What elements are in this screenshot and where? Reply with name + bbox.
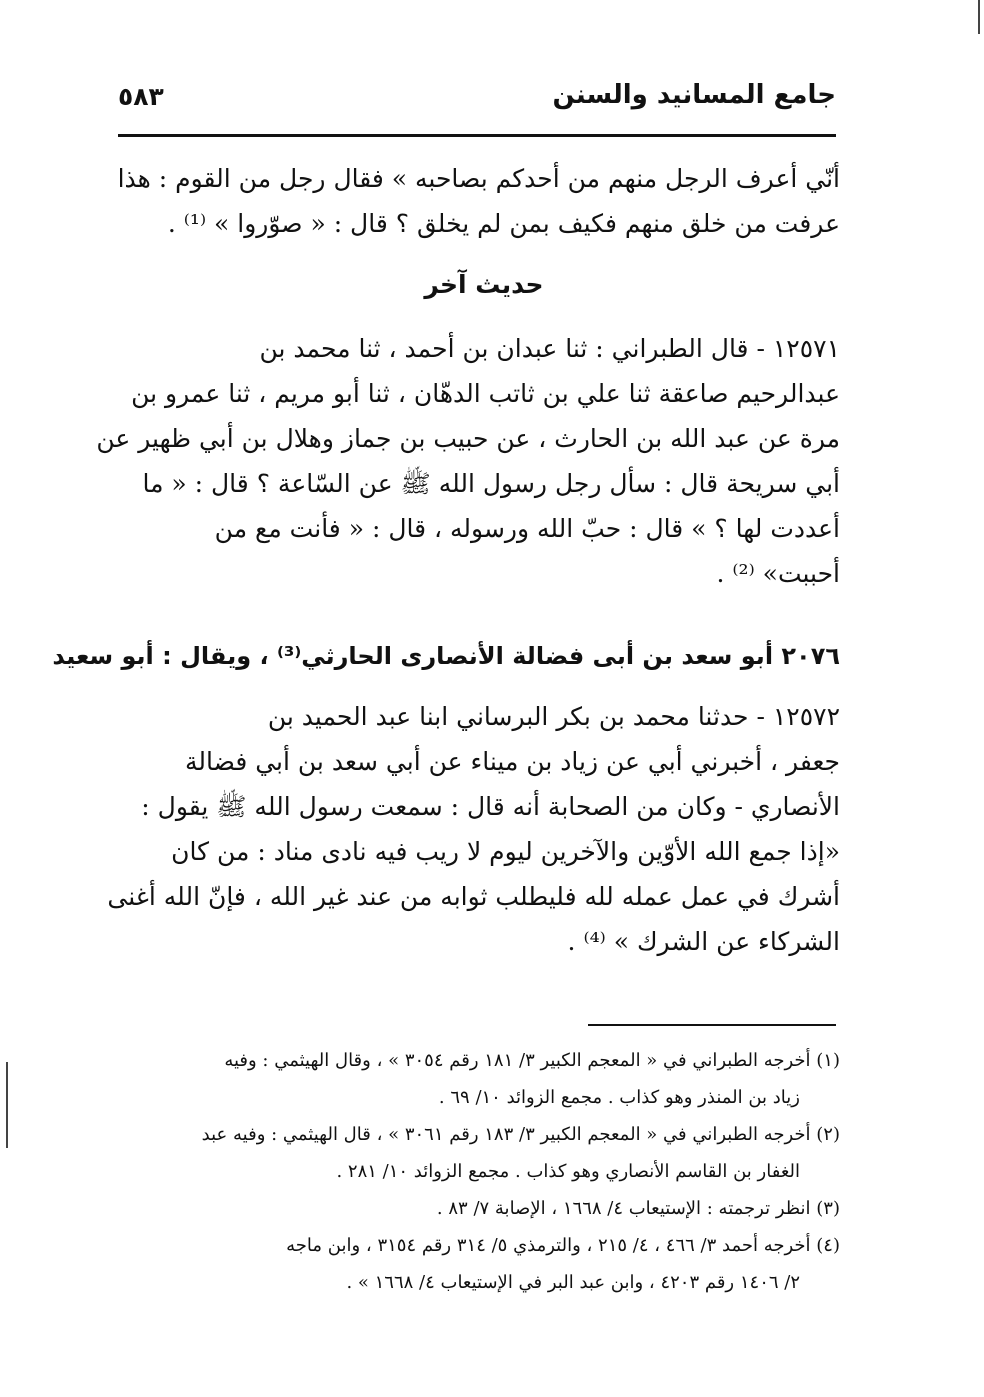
footnote-1	[118, 1042, 840, 1116]
text-line: أعددت لها ؟ » قال : حبّ الله ورسوله ، قال : « فأنت مع من	[214, 514, 840, 543]
footnote-line: (٤) أخرجه أحمد ٣/ ٤٦٦ ، ٤/ ٢١٥ ، والترمذي ٥/ ٣١٤ رقم ٣١٥٤ ، وابن ماجه	[286, 1235, 840, 1256]
text-line: عبدالرحيم صاعقة ثنا علي بن ثاتب الدهّان ، ثنا أبو مريم ، ثنا عمرو بن	[131, 379, 840, 408]
text-line: مرة عن عبد الله بن الحارث ، عن حبيب بن جماز وهلال بن أبي ظهير عن	[96, 424, 840, 453]
text-line: الشركاء عن الشرك » ⁽⁴⁾ .	[567, 927, 840, 956]
scan-edge-mark	[978, 0, 980, 34]
footnotes	[118, 1042, 840, 1301]
page-header	[118, 78, 836, 122]
text-line: عرفت من خلق منهم فكيف بمن لم يخلق ؟ قال : « صوّروا » ⁽¹⁾ .	[167, 209, 840, 238]
footnote-separator	[588, 1024, 836, 1026]
footnote-4	[118, 1227, 840, 1301]
scan-edge-mark	[6, 1062, 8, 1148]
text-line: الأنصاري - وكان من الصحابة أنه قال : سمعت رسول الله ﷺ يقول :	[141, 792, 840, 821]
text-line: أشرك في عمل عمله لله فليطلب ثوابه من عند غير الله ، فإنّ الله أغنى	[107, 882, 840, 911]
paragraph-continuation	[117, 156, 840, 246]
footnote-line: (٣) انظر ترجمته : الإستيعاب ٤/ ١٦٦٨ ، الإصابة ٧/ ٨٣ .	[436, 1198, 840, 1219]
footnote-line: زياد بن المنذر وهو كذاب . مجمع الزوائد ١٠/ ٦٩ .	[438, 1087, 800, 1108]
section-heading-2076: ٢٠٧٦ أبو سعد بن أبى فضالة الأنصارى الحارثي⁽³⁾ ، ويقال : أبو سعيد	[52, 642, 840, 670]
footnote-line: (١) أخرجه الطبراني في « المعجم الكبير ٣/ ١٨١ رقم ٣٠٥٤ » ، وقال الهيثمي : وفيه	[224, 1050, 840, 1071]
text-line: ١٢٥٧١ - قال الطبراني : ثنا عبدان بن أحمد ، ثنا محمد بن	[259, 334, 840, 363]
text-line: أنّي أعرف الرجل منهم من أحدكم بصاحبه » فقال رجل من القوم : هذا	[117, 164, 840, 193]
page-number: ٥٨٣	[118, 82, 164, 111]
section-title-another-hadith: حديث آخر	[424, 270, 544, 299]
footnote-line: الغفار بن القاسم الأنصاري وهو كذاب . مجمع الزوائد ١٠/ ٢٨١ .	[336, 1161, 800, 1182]
header-rule	[118, 134, 836, 137]
text-line: أحببت» ⁽²⁾ .	[716, 559, 840, 588]
text-line: أبي سريحة قال : سأل رجل رسول الله ﷺ عن السّاعة ؟ قال : « ما	[142, 469, 840, 498]
footnote-line: (٢) أخرجه الطبراني في « المعجم الكبير ٣/ ١٨٣ رقم ٣٠٦١ » ، قال الهيثمي : وفيه عبد	[201, 1124, 840, 1145]
footnote-2	[118, 1116, 840, 1190]
footnote-line: ٢/ ١٤٠٦ رقم ٤٢٠٣ ، وابن عبد البر في الإستيعاب ٤/ ١٦٦٨ » .	[346, 1272, 800, 1293]
text-line: ١٢٥٧٢ - حدثنا محمد بن بكر البرساني ابنا عبد الحميد بن	[267, 702, 840, 731]
hadith-12571	[96, 326, 840, 596]
text-line: «إذا جمع الله الأوّين والآخرين ليوم لا ريب فيه نادى مناد : من كان	[171, 837, 840, 866]
running-title: جامع المسانيد والسنن	[552, 80, 836, 110]
text-line: جعفر ، أخبرني أبي عن زياد بن ميناء عن أبي سعد بن أبي فضالة	[185, 747, 840, 776]
hadith-12572	[107, 694, 840, 964]
footnote-3	[118, 1190, 840, 1227]
